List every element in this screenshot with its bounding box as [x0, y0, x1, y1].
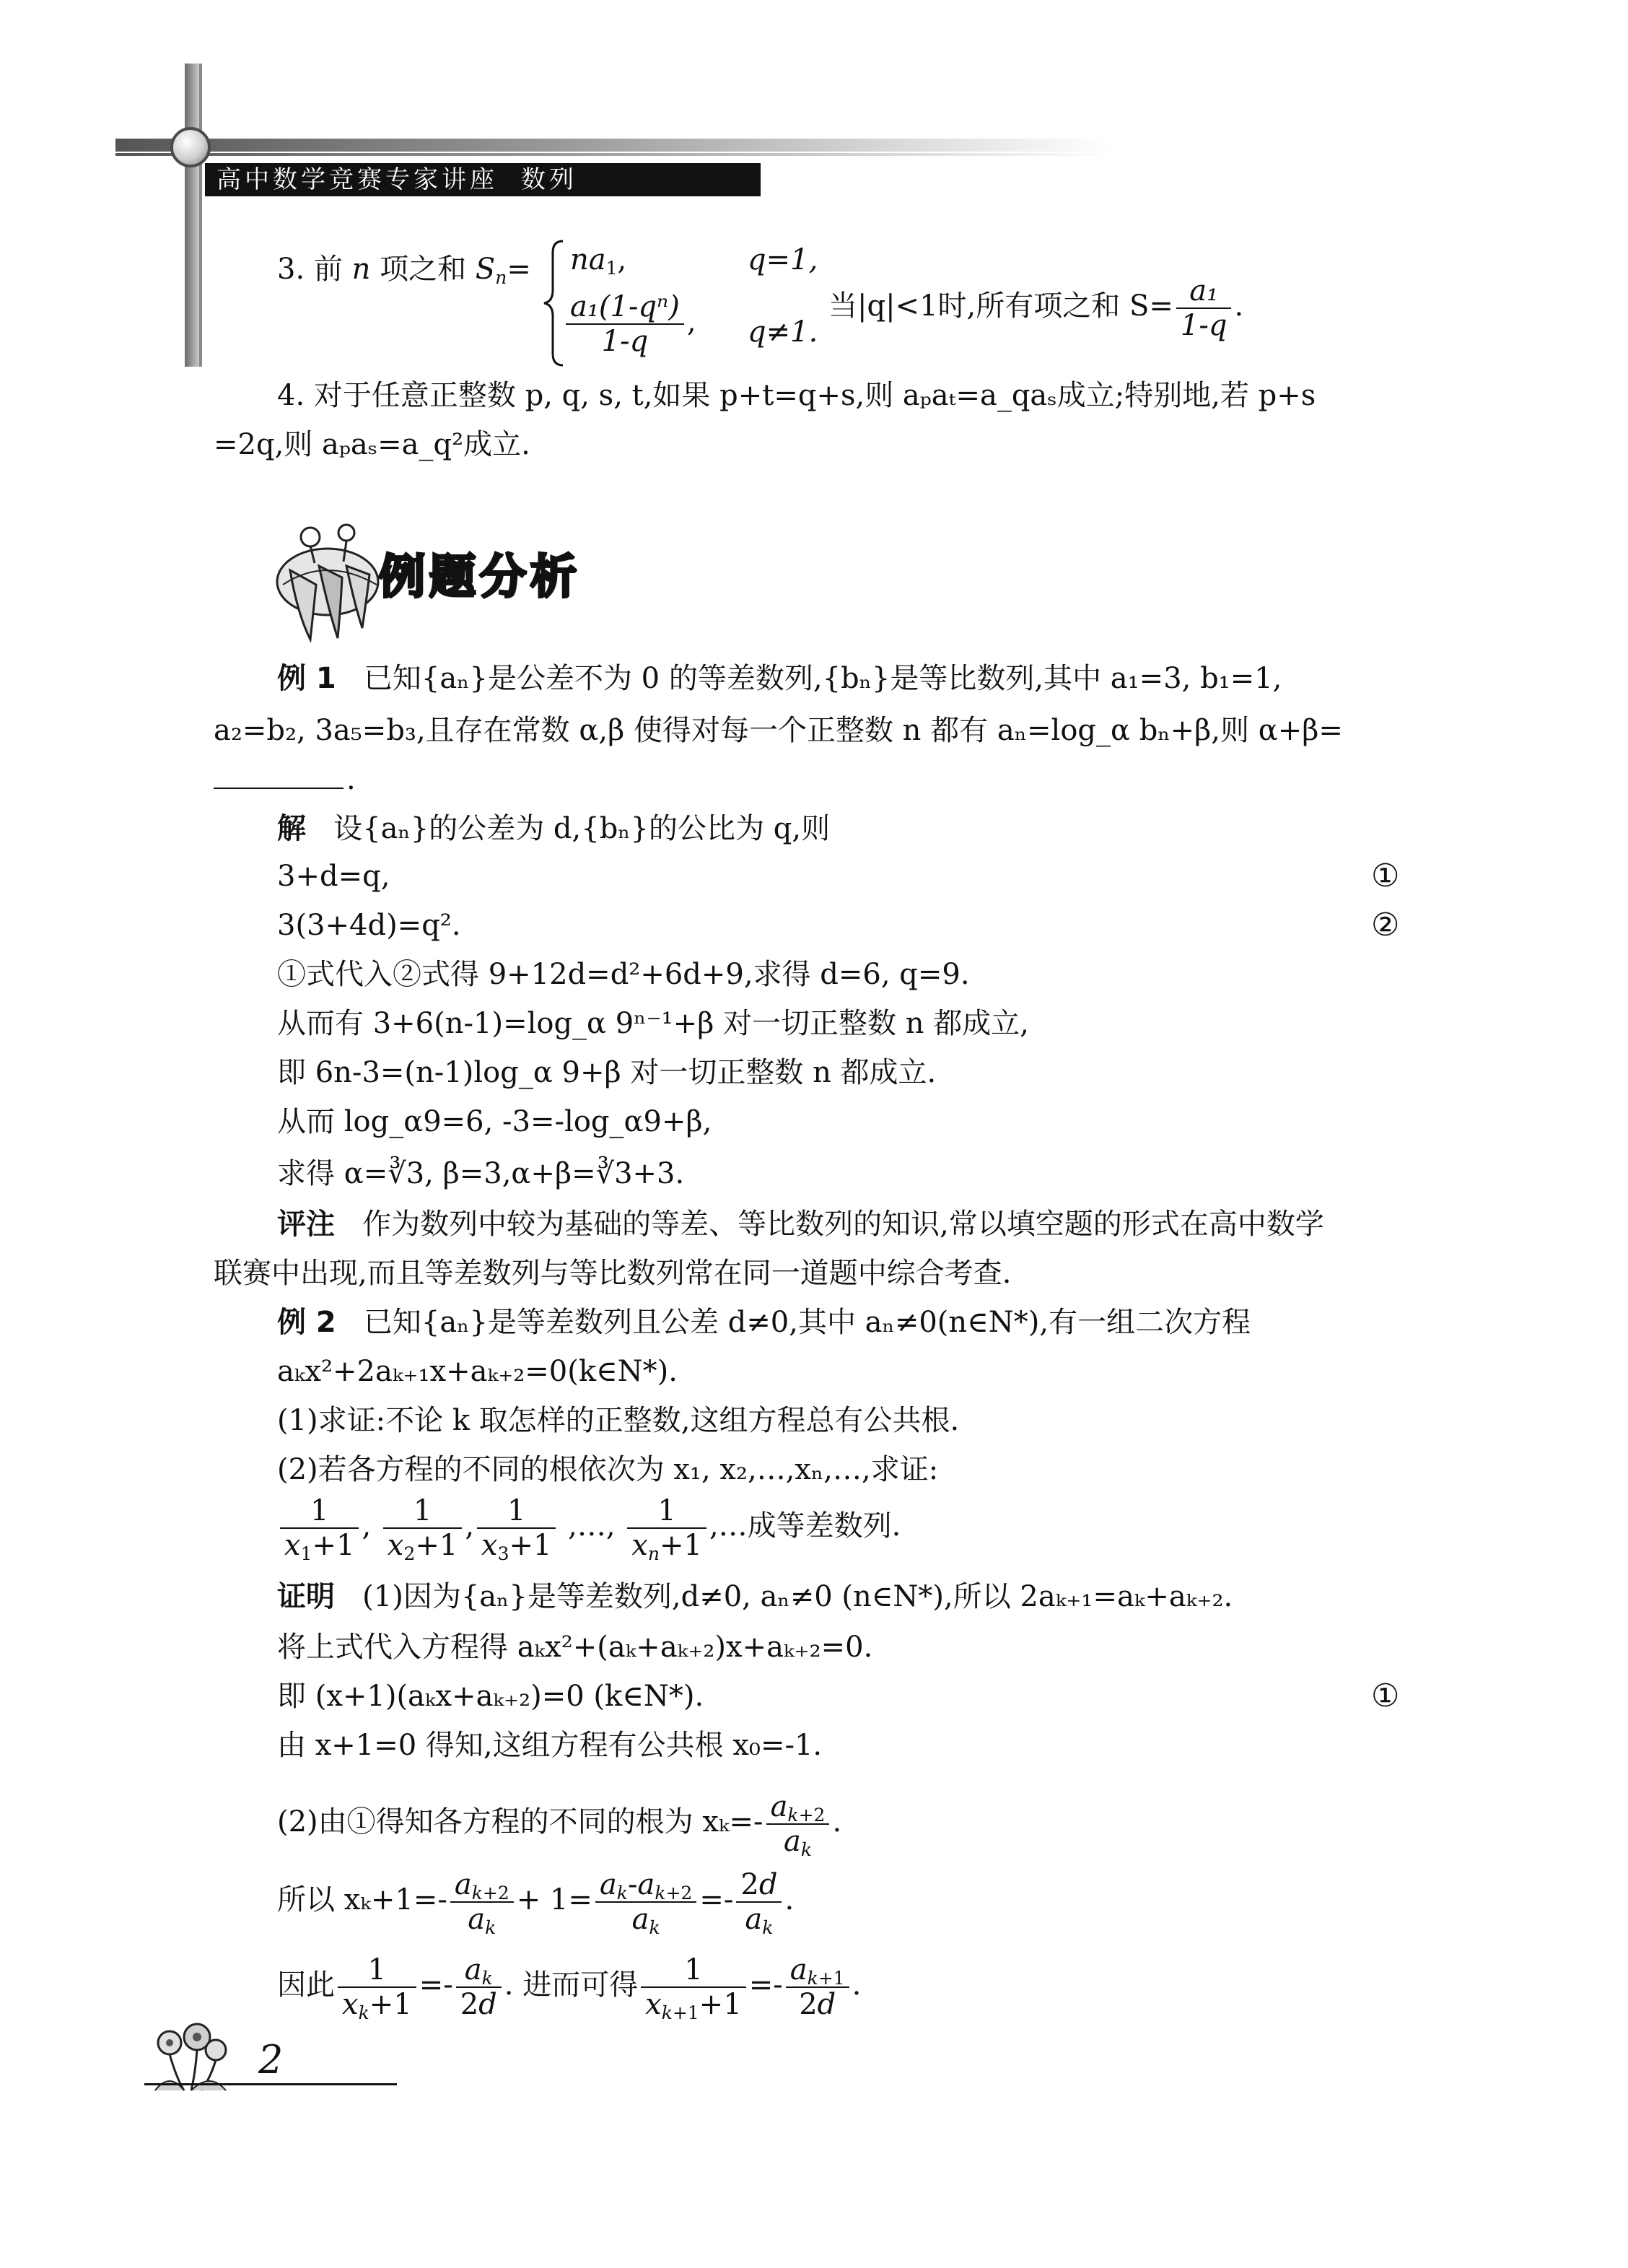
solution-label: 解 [277, 812, 306, 845]
total-sum-fraction: $\frac{\text{a₁}}{1-q}$ [1176, 274, 1232, 342]
proof-line-5: (2)由①得知各方程的不同的根为 xₖ=- $\frac{a_{k+2}}{a_k}$ . [277, 1790, 842, 1860]
item-4-line-2: =2q,则 aₚaₛ=a_q²成立. [214, 428, 530, 461]
remark-label: 评注 [277, 1208, 335, 1241]
solution-equation-2: 3(3+4d)=q². [277, 909, 461, 942]
equation-tag-1: ① [1371, 858, 1400, 894]
solution-line-5: 从而有 3+6(n-1)=log_α 9ⁿ⁻¹+β 对一切正整数 n 都成立, [277, 1007, 1029, 1040]
section-title: 例题分析 [379, 551, 581, 604]
chapter-title: 数列 [521, 165, 577, 194]
solution-line-7: 从而 log_α9=6, -3=-log_α9+β, [277, 1105, 712, 1138]
header-horizontal-rule-thin [115, 153, 1111, 156]
item-4-line-1: 4. 对于任意正整数 p, q, s, t,如果 p+t=q+s,则 aₚaₜ=a_qaₛ成立;特别地,若 p+s [277, 379, 1316, 412]
fruit-bunch-illustration [268, 513, 391, 642]
example-2-line-1: 例 2 已知{aₙ}是等差数列且公差 d≠0,其中 aₙ≠0(n∈N*),有一组二次方程 [277, 1306, 1251, 1339]
remark-line-1: 评注 作为数列中较为基础的等差、等比数列的知识,常以填空题的形式在高中数学 [277, 1208, 1324, 1241]
example-1-line-2: a₂=b₂, 3a₅=b₃,且存在常数 α,β 使得对每一个正整数 n 都有 aₙ=log_α bₙ+β,则 α+β= [214, 714, 1343, 747]
header-vertical-rule [185, 64, 199, 367]
example-2-label: 例 2 [277, 1306, 336, 1339]
case-1: $na_1$, [570, 243, 627, 279]
item-3-sum-formula: 3. 前 n 项之和 $S_n=$ [277, 253, 531, 288]
case-2-condition: q≠1. [748, 315, 818, 349]
equation-tag-3: ① [1371, 1678, 1400, 1714]
running-header [205, 163, 761, 196]
proof-line-4: 由 x+1=0 得知,这组方程有公共根 x₀=-1. [277, 1729, 823, 1762]
case-2: $\frac{\text{a₁(1-qⁿ)}}{1-q}$ , [563, 290, 696, 358]
example-2-part-1: (1)求证:不论 k 取怎样的正整数,这组方程总有公共根. [277, 1404, 960, 1437]
example-1-line-1: 例 1 已知{aₙ}是公差不为 0 的等差数列,{bₙ}是等比数列,其中 a₁=3, b₁=1, [277, 662, 1282, 695]
header-vertical-rule-thin [199, 64, 202, 367]
proof-line-7: 因此 $\frac{1}{x_k+1}$ =- $\frac{a_k}{2d}$ . 进而可得 $\frac{1}{x_{k+1}+1}$ =- $\frac{a_{k+1}}{2d}$ . [277, 1953, 862, 2023]
item-3-tail: 当|q|<1时,所有项之和 S= $\frac{\text{a₁}}{1-q}$ . [828, 274, 1244, 342]
proof-line-3: 即 (x+1)(aₖx+aₖ₊₂)=0 (k∈N*). [277, 1680, 704, 1713]
proof-line-2: 将上式代入方程得 aₖx²+(aₖ+aₖ₊₂)x+aₖ₊₂=0. [277, 1631, 873, 1664]
header-horizontal-rule [115, 139, 1111, 152]
proof-line-1: 证明 (1)因为{aₙ}是等差数列,d≠0, aₙ≠0 (n∈N*),所以 2aₖ₊₁=aₖ+aₖ₊₂. [277, 1580, 1233, 1613]
example-2-reciprocals: $\frac{1}{x_1+1}$ , $\frac{1}{x_2+1}$ , $\frac{1}{x_3+1}$ ,…, $\frac{1}{x_n+1}$ ,…成等差数列. [277, 1494, 901, 1562]
header-ornament-circle [170, 127, 211, 167]
flower-illustration [141, 2021, 242, 2093]
solution-line-8: 求得 α=∛3, β=3,α+β=∛3+3. [277, 1157, 685, 1190]
example-1-answer-blank: . [214, 759, 356, 800]
proof-label: 证明 [277, 1580, 335, 1613]
remark-line-2: 联赛中出现,而且等差数列与等比数列常在同一道题中综合考查. [214, 1257, 1012, 1290]
solution-equation-1: 3+d=q, [277, 860, 390, 893]
solution-line-6: 即 6n-3=(n-1)log_α 9+β 对一切正整数 n 都成立. [277, 1056, 937, 1089]
proof-line-6: 所以 xₖ+1=- $\frac{a_{k+2}}{a_k}$ + 1= $\frac{a_k-a_{k+2}}{a_k}$ =- $\frac{2d}{a_k}$ . [277, 1868, 795, 1938]
solution-line-4: ①式代入②式得 9+12d=d²+6d+9,求得 d=6, q=9. [277, 958, 970, 991]
solution-line-1: 解 设{aₙ}的公差为 d,{bₙ}的公比为 q,则 [277, 812, 831, 845]
example-2-equation: aₖx²+2aₖ₊₁x+aₖ₊₂=0(k∈N*). [277, 1355, 678, 1388]
footer-rule [144, 2083, 397, 2085]
page-number: 2 [258, 2037, 284, 2082]
book-title: 高中数学竞赛专家讲座 [216, 165, 498, 194]
example-1-label: 例 1 [277, 662, 336, 695]
equation-tag-2: ② [1371, 907, 1400, 943]
example-2-part-2: (2)若各方程的不同的根依次为 x₁, x₂,…,xₙ,…,求证: [277, 1453, 939, 1486]
case-1-condition: q=1, [748, 243, 818, 276]
case-2-fraction: $\frac{\text{a₁(1-qⁿ)}}{1-q}$ [566, 290, 684, 358]
